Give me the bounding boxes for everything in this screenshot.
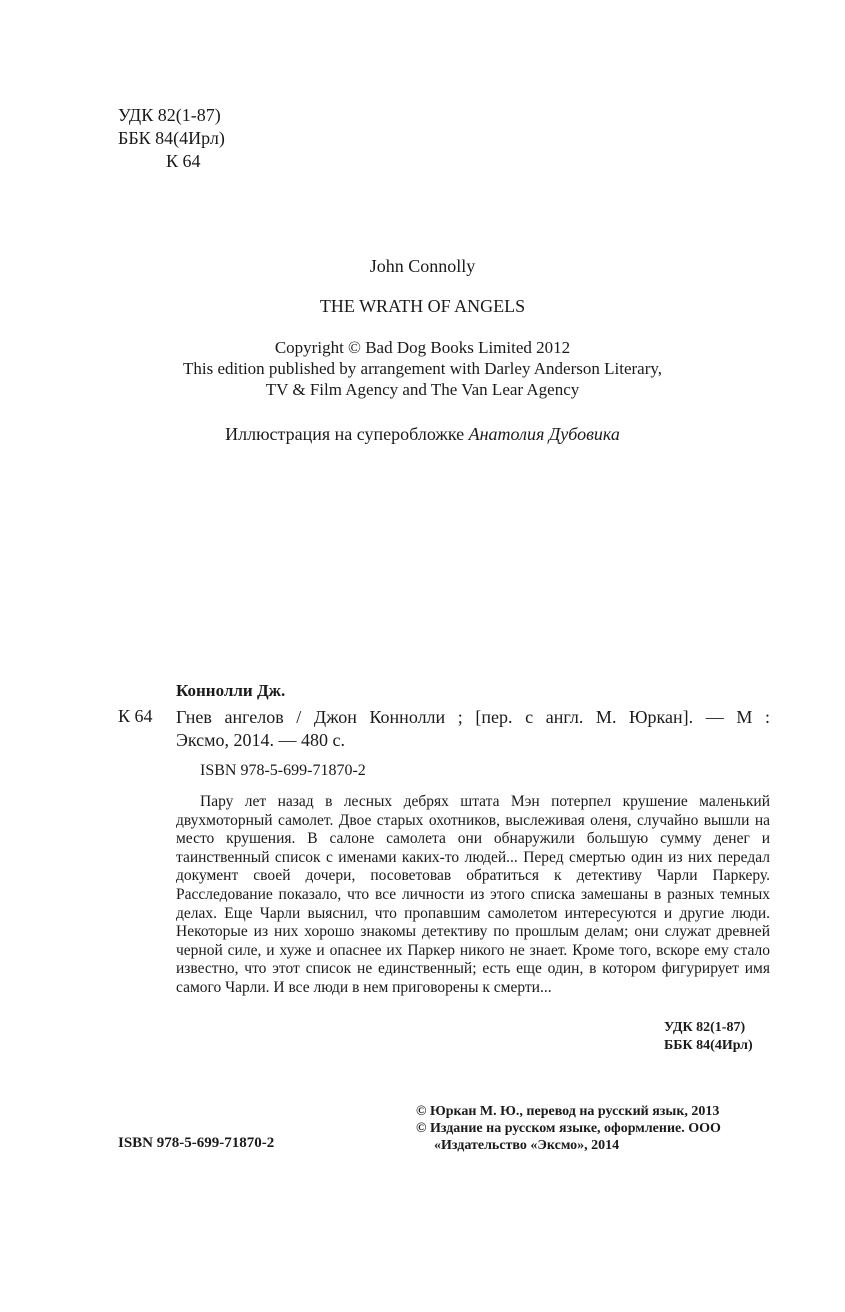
rights-line: © Издание на русском языке, оформление. ООО <box>416 1121 721 1136</box>
bibliography-entry-line: Гнев ангелов / Джон Коннолли ; [пер. с англ. М. Юркан]. — М : <box>176 707 770 727</box>
illustration-artist: Анатолия Дубовика <box>468 424 620 444</box>
illustration-credit <box>0 424 845 445</box>
copyright-notice <box>0 337 845 400</box>
rights-line: «Издательство «Эксмо», 2014 <box>434 1138 620 1153</box>
bibliography-entry <box>176 706 770 752</box>
footer-classification <box>664 1019 753 1055</box>
copyright-line: Copyright © Bad Dog Books Limited 2012 <box>274 338 571 357</box>
annotation-text: Пару лет назад в лесных дебрях штата Мэн потерпел крушение маленький двухмоторный самолет. Двое старых охотников, выслеживая оленя, случайно вышли на место крушения. В салоне самолета они обнаружили большую сумму денег и таинственный список с именами каких-то людей... Перед смертью один из них передал документ своей дочери, посоветовав обратиться к детективу Чарли Паркеру. Расследование показало, что все личности из этого списка замешаны в разных темных делах. Еще Чарли выяснил, что пропавшим самолетом интересуются и другие люди. Некоторые из них хорошо знакомы детективу по прошлым делам; они служат древней черной силе, и хуже и опаснее их Паркер никого не знает. Кроме того, вскоре ему стало известно, что этот список не единственный; есть еще один, в котором фигурирует имя самого Чарли. И все люди в нем приговорены к смерти... <box>176 793 770 996</box>
rights-notice <box>416 1103 721 1154</box>
classification-codes <box>118 104 225 173</box>
author-sign: К 64 <box>166 151 201 171</box>
footer-bbk: ББК 84(4Ирл) <box>664 1038 753 1053</box>
illustration-prefix: Иллюстрация на суперобложке <box>225 424 465 444</box>
original-author: John Connolly <box>369 256 476 276</box>
footer-isbn: ISBN 978-5-699-71870-2 <box>118 1135 275 1151</box>
bibliography-sign: К 64 <box>118 706 153 726</box>
bbk-code: ББК 84(4Ирл) <box>118 128 225 148</box>
udk-code: УДК 82(1-87) <box>118 105 221 125</box>
copyright-line: TV & Film Agency and The Van Lear Agency <box>265 380 580 399</box>
copyright-line: This edition published by arrangement with Darley Anderson Literary, <box>182 359 663 378</box>
original-title: THE WRATH OF ANGELS <box>319 296 526 316</box>
bibliography-entry-line: Эксмо, 2014. — 480 с. <box>176 730 346 750</box>
bibliography-author-heading: Коннолли Дж. <box>176 681 286 700</box>
book-annotation <box>176 793 770 998</box>
bibliography-isbn: ISBN 978-5-699-71870-2 <box>200 762 366 779</box>
footer-udk: УДК 82(1-87) <box>664 1020 746 1035</box>
rights-line: © Юркан М. Ю., перевод на русский язык, 2013 <box>416 1104 720 1119</box>
